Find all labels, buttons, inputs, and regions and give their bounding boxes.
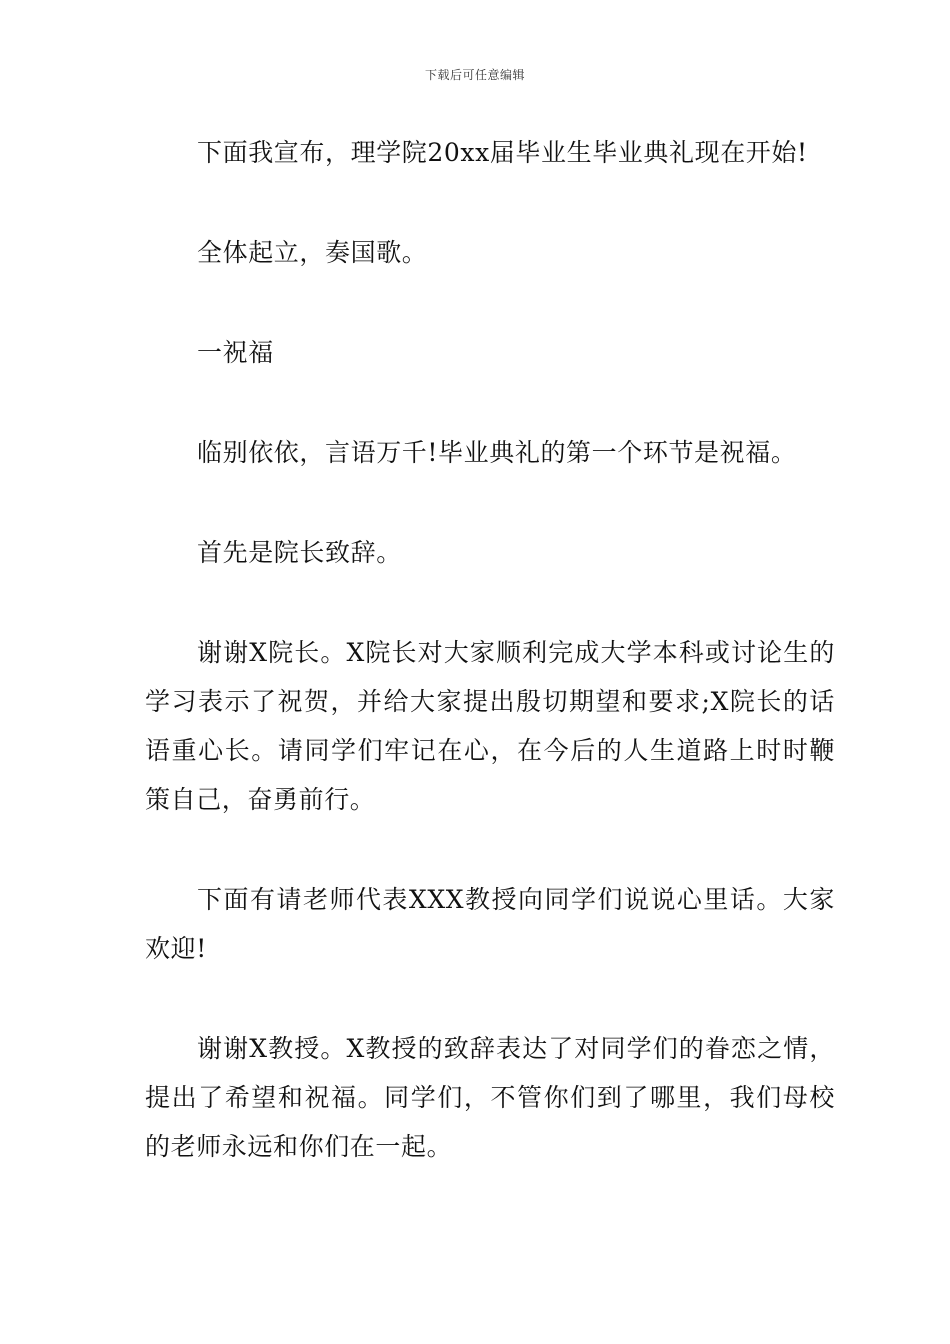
paragraph-dean-speech: 首先是院长致辞。: [197, 538, 402, 567]
section-heading-blessing: 一祝福: [197, 338, 274, 367]
paragraph-blessing-intro: 临别依依，言语万千!毕业典礼的第一个环节是祝福。: [197, 438, 797, 467]
paragraph-dean-thanks: 谢谢X院长。X院长对大家顺利完成大学本科或讨论生的学习表示了祝贺，并给大家提出殷切期望和要求;X院长的话语重心长。请同学们牢记在心，在今后的人生道路上时时鞭策自己，奋勇前行。: [145, 638, 835, 814]
paragraph-teacher-invite: 下面有请老师代表XXX教授向同学们说说心里话。大家欢迎!: [145, 885, 835, 963]
paragraph-opening: 下面我宣布，理学院20xx届毕业生毕业典礼现在开始!: [197, 138, 808, 167]
paragraph-professor-thanks: 谢谢X教授。X教授的致辞表达了对同学们的眷恋之情，提出了希望和祝福。同学们，不管你们到了哪里，我们母校的老师永远和你们在一起。: [145, 1034, 835, 1161]
paragraph-anthem: 全体起立，奏国歌。: [197, 238, 428, 267]
page-header: 下载后可任意编辑: [424, 68, 525, 82]
document-body: [145, 128, 835, 1222]
